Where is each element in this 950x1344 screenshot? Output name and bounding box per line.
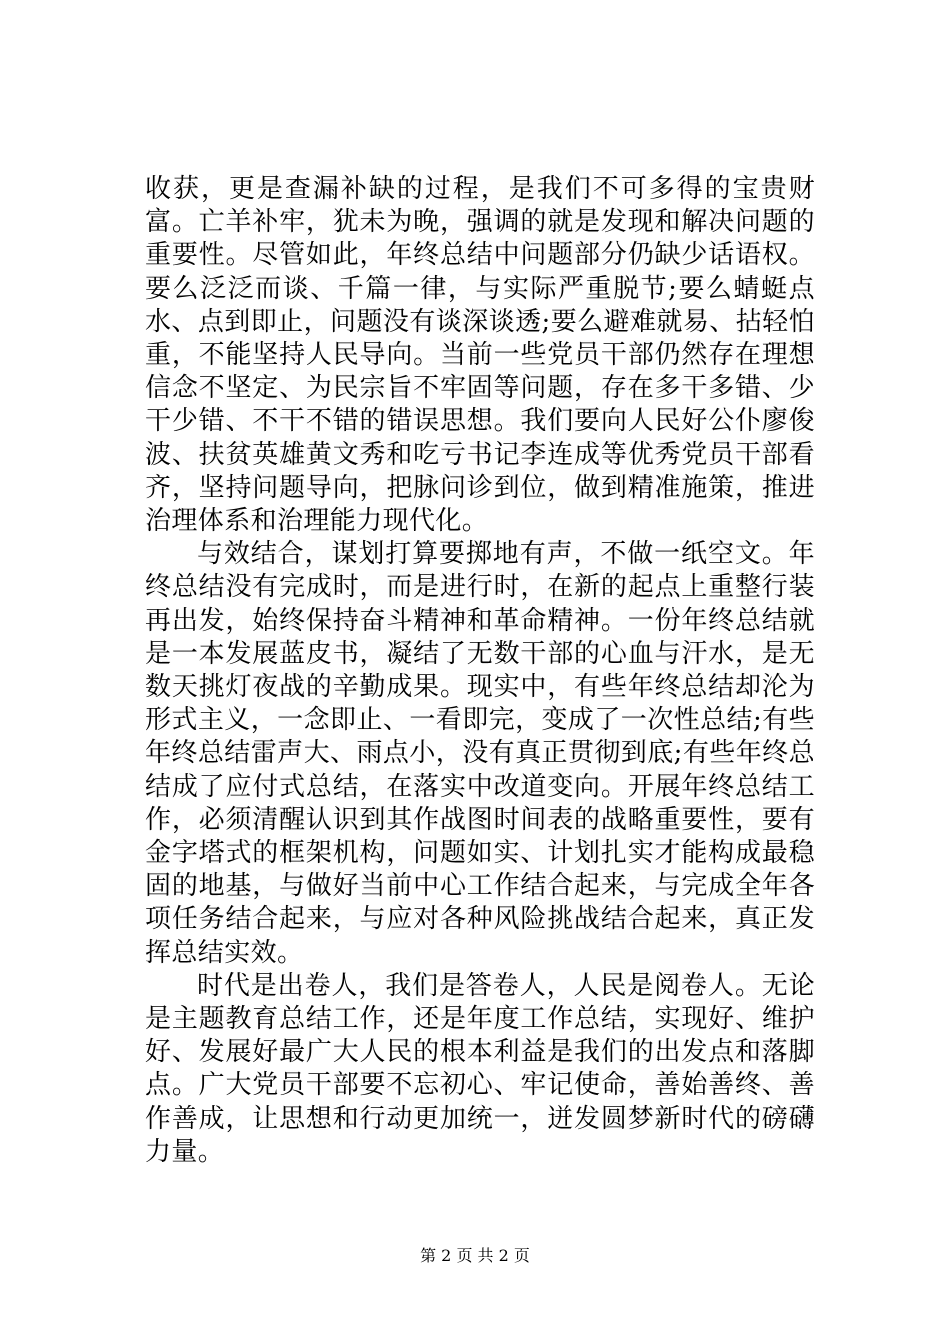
document-body xyxy=(145,173,815,1169)
page-number-footer: 第 2 页 共 2 页 xyxy=(420,1246,530,1265)
paragraph-conclusion: 时代是出卷人，我们是答卷人，人民是阅卷人。无论是主题教育总结工作，还是年度工作总结，实现好、维护好、发展好最广大人民的根本利益是我们的出发点和落脚点。广大党员干部要不忘初心、牢记使命，善始善终、善作善成，让思想和行动更加统一，迸发圆梦新时代的磅礴力量。 xyxy=(145,970,815,1167)
paragraph-continued: 收获，更是查漏补缺的过程，是我们不可多得的宝贵财富。亡羊补牢，犹未为晚，强调的就是发现和解决问题的重要性。尽管如此，年终总结中问题部分仍缺少话语权。要么泛泛而谈、千篇一律，与实际严重脱节;要么蜻蜓点水、点到即止，问题没有谈深谈透;要么避难就易、拈轻怕重，不能坚持人民导向。当前一些党员干部仍然存在理想信念不坚定、为民宗旨不牢固等问题，存在多干多错、少干少错、不干不错的错误思想。我们要向人民好公仆廖俊波、扶贫英雄黄文秀和吃亏书记李连成等优秀党员干部看齐，坚持问题导向，把脉问诊到位，做到精准施策，推进治理体系和治理能力现代化。 xyxy=(145,174,815,537)
paragraph-results: 与效结合，谋划打算要掷地有声，不做一纸空文。年终总结没有完成时，而是进行时，在新的起点上重整行装再出发，始终保持奋斗精神和革命精神。一份年终总结就是一本发展蓝皮书，凝结了无数干部的心血与汗水，是无数天挑灯夜战的辛勤成果。现实中，有些年终总结却沦为形式主义，一念即止、一看即完，变成了一次性总结;有些年终总结雷声大、雨点小，没有真正贯彻到底;有些年终总结成了应付式总结，在落实中改道变向。开展年终总结工作，必须清醒认识到其作战图时间表的战略重要性，要有金字塔式的框架机构，问题如实、计划扎实才能构成最稳固的地基，与做好当前中心工作结合起来，与完成全年各项任务结合起来，与应对各种风险挑战结合起来，真正发挥总结实效。 xyxy=(145,539,815,968)
